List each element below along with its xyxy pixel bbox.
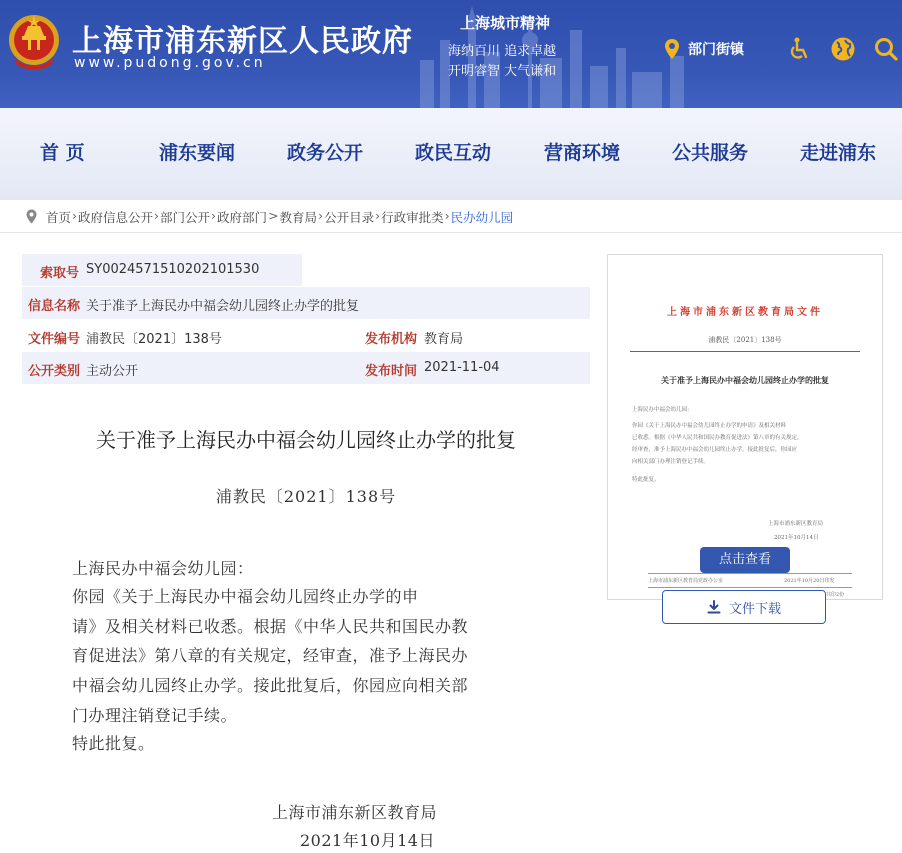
breadcrumb-gov-depts[interactable]: 政府部门 xyxy=(217,210,268,225)
city-spirit-line-2: 开明睿智 大气谦和 xyxy=(448,64,557,79)
doc-number-label: 文件编号 xyxy=(28,332,81,347)
city-spirit-line-1: 海纳百川 追求卓越 xyxy=(448,44,557,59)
breadcrumb-separator: › xyxy=(444,208,450,223)
info-row-category xyxy=(22,352,590,384)
nav-business-env[interactable]: 营商环境 xyxy=(544,142,621,164)
accessibility-button[interactable] xyxy=(788,36,810,62)
body-line: 上海民办中福会幼儿园： xyxy=(72,559,254,578)
breadcrumb-admin-approval[interactable]: 行政审批类 xyxy=(381,210,444,225)
publish-date-label: 发布时间 xyxy=(365,364,418,379)
download-icon xyxy=(707,600,721,614)
body-line: 中福会幼儿园终止办学。接此批复后，你园应向相关部 xyxy=(72,676,469,695)
preview-line: 你园《关于上海民办中福会幼儿园终止办学的申请》及相关材料 xyxy=(632,423,787,429)
wheelchair-icon xyxy=(788,37,810,61)
preview-header: 上海市浦东新区教育局文件 xyxy=(667,307,823,318)
dept-street-link[interactable] xyxy=(664,36,744,62)
nav-pudong-news[interactable]: 浦东要闻 xyxy=(159,142,236,164)
search-button[interactable] xyxy=(874,36,898,62)
breadcrumb-separator: › xyxy=(72,208,78,223)
breadcrumb-education-bureau[interactable]: 教育局 xyxy=(279,210,318,225)
site-url: www.pudong.gov.cn xyxy=(74,55,266,71)
preview-sign-org: 上海市浦东新区教育局 xyxy=(768,521,824,527)
category-value: 主动公开 xyxy=(86,364,139,379)
nav-interaction[interactable]: 政民互动 xyxy=(415,142,492,164)
category-label: 公开类别 xyxy=(28,364,81,379)
breadcrumb-separator: › xyxy=(375,208,381,223)
city-spirit-title: 上海城市精神 xyxy=(460,14,551,32)
info-row-docno xyxy=(22,320,590,352)
signature-org: 上海市浦东新区教育局 xyxy=(272,803,438,822)
info-row-name xyxy=(22,287,590,319)
breadcrumb-info-disclosure[interactable]: 政府信息公开 xyxy=(78,210,154,225)
language-button[interactable] xyxy=(830,36,856,62)
preview-line: 特此批复。 xyxy=(632,477,660,483)
preview-sign-date: 2021年10月14日 xyxy=(774,535,819,541)
nav-gov-affairs[interactable]: 政务公开 xyxy=(287,142,364,164)
location-pin-icon xyxy=(664,38,680,60)
breadcrumb-current[interactable]: 民办幼儿园 xyxy=(450,210,514,225)
body-line: 特此批复。 xyxy=(72,734,155,753)
view-document-button[interactable]: 点击查看 xyxy=(700,547,790,573)
breadcrumb-home[interactable]: 首页 xyxy=(46,210,72,225)
site-title[interactable]: 上海市浦东新区人民政府 xyxy=(72,24,413,59)
breadcrumb-separator: > xyxy=(268,208,279,223)
breadcrumb-separator: › xyxy=(154,208,160,223)
preview-footer-right: 2021年10月20日印发 xyxy=(784,578,835,584)
preview-doc-number: 浦教民〔2021〕138号 xyxy=(708,336,782,344)
globe-icon xyxy=(830,36,856,62)
body-line: 你园《关于上海民办中福会幼儿园终止办学的申 xyxy=(72,587,419,606)
document-title: 关于准予上海民办中福会幼儿园终止办学的批复 xyxy=(96,428,516,452)
preview-footer-rule xyxy=(648,573,852,574)
body-line: 育促进法》第八章的有关规定，经审查，准予上海民办 xyxy=(72,646,469,665)
document-number: 浦教民〔2021〕138号 xyxy=(215,487,397,506)
publisher-label: 发布机构 xyxy=(365,332,418,347)
dept-street-label: 部门街镇 xyxy=(688,42,744,58)
download-label: 文件下载 xyxy=(728,601,781,617)
preview-line: 上海民办中福会幼儿园： xyxy=(632,407,693,413)
breadcrumb-dept-disclosure[interactable]: 部门公开 xyxy=(160,210,211,225)
publish-date-value: 2021-11-04 xyxy=(424,360,500,375)
preview-red-rule xyxy=(630,351,860,352)
search-icon xyxy=(874,37,898,61)
index-value: SY0024571510202101530 xyxy=(86,262,260,277)
index-label: 索取号 xyxy=(40,266,80,281)
preview-footer-left: 上海市浦东新区教育局党政办公室 xyxy=(648,578,724,584)
download-file-button[interactable] xyxy=(662,590,826,624)
doc-number-value: 浦教民〔2021〕138号 xyxy=(86,332,222,347)
location-pin-icon xyxy=(26,209,37,224)
publisher-value: 教育局 xyxy=(424,332,464,347)
breadcrumb-separator: › xyxy=(211,208,217,223)
info-name-label: 信息名称 xyxy=(28,299,81,314)
nav-public-service[interactable]: 公共服务 xyxy=(672,142,749,164)
national-emblem-logo xyxy=(6,12,62,74)
preview-line: 向相关部门办理注销登记手续。 xyxy=(632,459,710,465)
preview-line: 已收悉。根据《中华人民共和国民办教育促进法》第八章的有关规定， xyxy=(632,435,803,441)
preview-footer-partial: 共印2份 xyxy=(826,592,845,598)
breadcrumb-separator: › xyxy=(318,208,324,223)
breadcrumb xyxy=(0,200,902,233)
nav-about-pudong[interactable]: 走进浦东 xyxy=(800,142,877,164)
preview-title: 关于准予上海民办中福会幼儿园终止办学的批复 xyxy=(661,375,829,385)
body-line: 门办理注销登记手续。 xyxy=(72,706,238,725)
body-line: 请》及相关材料已收悉。根据《中华人民共和国民办教 xyxy=(72,617,469,636)
site-header xyxy=(0,0,902,108)
info-row-index xyxy=(22,254,302,286)
signature-date: 2021年10月14日 xyxy=(300,831,435,850)
preview-footer-rule xyxy=(648,587,852,588)
main-nav xyxy=(0,108,902,200)
preview-line: 经审查，准予上海民办中福会幼儿园终止办学。接此批复后，你园应 xyxy=(632,447,798,453)
breadcrumb-catalog[interactable]: 公开目录 xyxy=(324,210,375,225)
nav-home[interactable]: 首 页 xyxy=(40,142,85,164)
info-name-value: 关于准予上海民办中福会幼儿园终止办学的批复 xyxy=(86,299,360,314)
